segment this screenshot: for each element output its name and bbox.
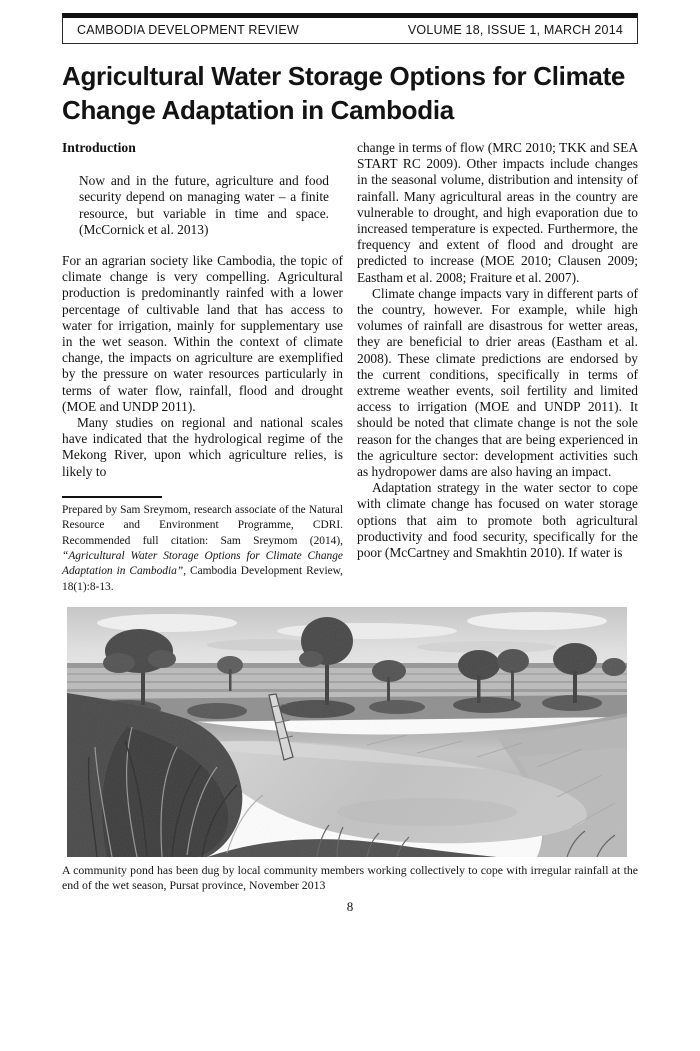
pull-quote: Now and in the future, agriculture and food security depend on managing water – a finite resource, but variable in time and space. (McCornick et al. 2013) (79, 173, 329, 237)
masthead (62, 13, 638, 44)
footnote-divider (62, 496, 162, 498)
page-number: 8 (346, 898, 354, 914)
footnote-citation-title: “Agricultural Water Storage Options for Climate Change Adaptation in Cambodia”, (62, 550, 343, 578)
paragraph: Climate change impacts vary in different parts of the country, however. For example, while high volumes of rainfall are disastrous for wetter areas, they are beneficial to drier areas (Eastham et al. 2008). These climate predictions are endorsed by the current conditions, specifically in terms of extreme weather events, soil fertility and limited access to irrigation (MOE and UNDP 2011). It should be noted that climate change is not the sole reason for the changes that are being experienced in the agriculture sector: development activities such as hydropower dams are also having an impact. (357, 285, 638, 480)
figure-caption: A community pond has been dug by local community members working collectively to cope with irregular rainfall at the end of the wet season, Pursat province, November 2013 (62, 863, 638, 893)
community-pond-photo (67, 607, 627, 857)
footnote (62, 503, 343, 595)
issue-info: VOLUME 18, ISSUE 1, MARCH 2014 (407, 23, 623, 37)
figure (62, 607, 638, 893)
footnote-text: Cambodia Development Review, 18(1):8-13. (62, 565, 343, 593)
paragraph: Adaptation strategy in the water sector to cope with climate change has focused on water storage options that aim to promote both agricultural productivity and food security, specifically for the poor (McCartney and Smakhtin 2010). If water is (357, 480, 638, 561)
paragraph: Many studies on regional and national scales have indicated that the hydrological regime of the Mekong River, upon which agriculture relies, is likely to (62, 415, 343, 479)
paragraph: change in terms of flow (MRC 2010; TKK and SEA START RC 2009). Other impacts include changes in the seasonal volume, distribution and intensity of rainfall. Many agricultural areas in the country are vulnerable to drought, and high evaporation due to increased temperature is expected. Furthermore, the frequency and extent of flood and drought are predicted to increase (MOE 2010; Clausen 2009; Eastham et al. 2008; Fraiture et al. 2007). (357, 140, 638, 285)
footnote-text: Prepared by Sam Sreymom, research associate of the Natural Resource and Environment Programme, CDRI. Recommended full citation: Sam Sreymom (2014), (62, 503, 343, 547)
article-title: Agricultural Water Storage Options for Climate Change Adaptation in Cambodia (62, 61, 626, 125)
journal-name: CAMBODIA DEVELOPMENT REVIEW (77, 23, 299, 37)
footnote-block (62, 496, 343, 595)
right-column (357, 140, 638, 595)
left-column (62, 140, 343, 595)
paragraph: For an agrarian society like Cambodia, the topic of climate change is very compelling. Agricultural production is predominantly rainfed with a lower percentage of cultivable land that has access to water for irrigation, mainly for supplementary use in the wet season. Within the context of climate change, the impacts on agriculture are exemplified by the pressure on water resources particularly in terms of water flow, rainfall, flood and drought (MOE and UNDP 2011). (62, 253, 343, 414)
article-body (62, 140, 638, 595)
section-heading-introduction: Introduction (62, 140, 136, 155)
